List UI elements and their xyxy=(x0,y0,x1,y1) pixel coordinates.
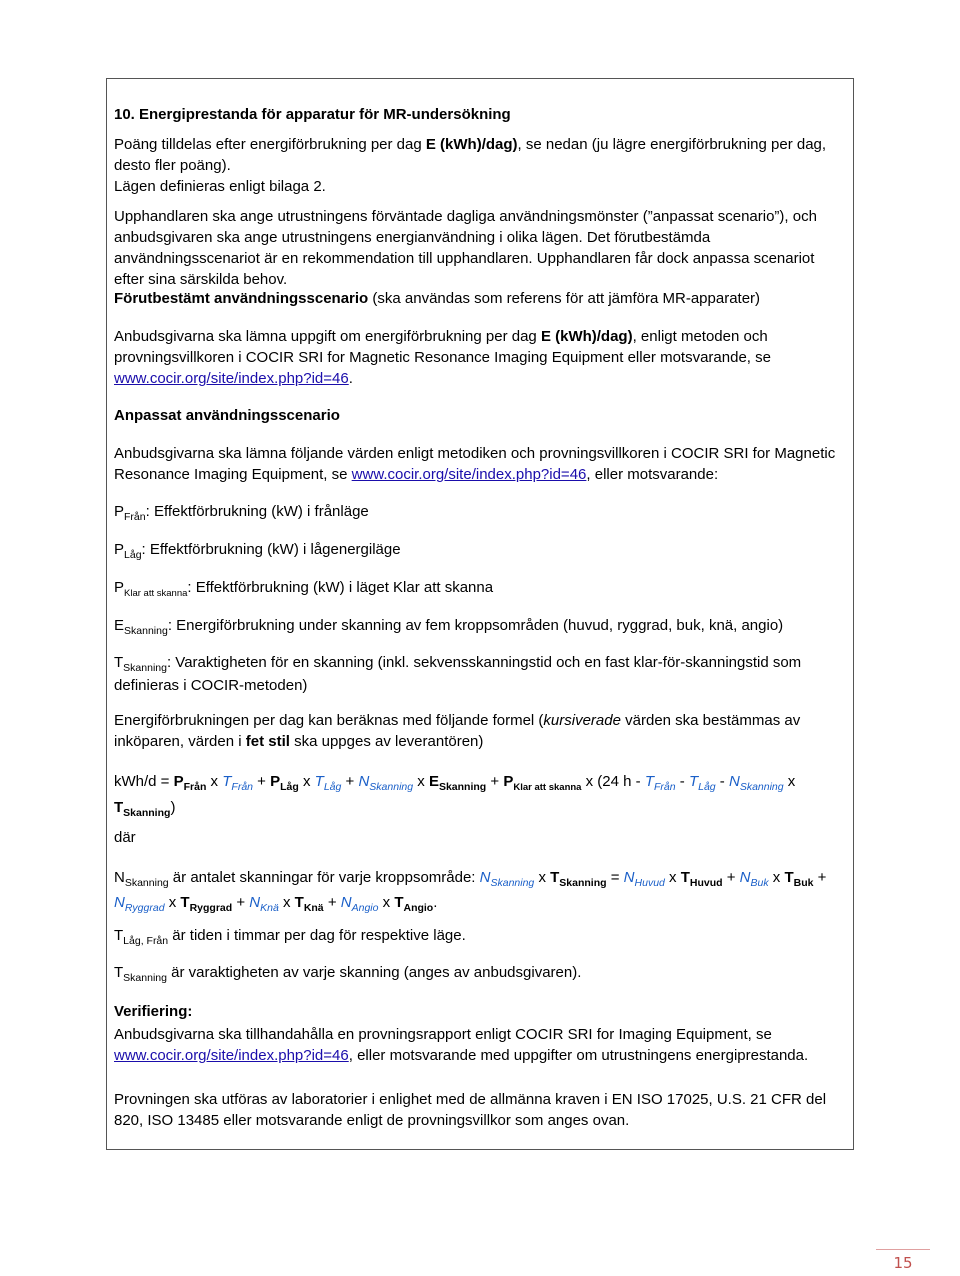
formula-intro: Energiförbrukningen per dag kan beräknas med följande formel (kursiverade värden ska bestämmas av inköparen, värden i fet stil ska uppges av leverantören) xyxy=(114,712,801,750)
def-e-scan: $E_{Skanning}$: Energiförbrukning under skanning av fem kroppsområden (huvud, ryggrad, buk, knä, angio) xyxy=(114,617,784,637)
verification-title: Verifiering: xyxy=(114,1003,193,1020)
cocir-link[interactable]: www.cocir.org/site/index.php?id=46 xyxy=(114,1047,349,1064)
def-t-scan: $T_{Skanning}$: Varaktigheten för en skanning (inkl. sekvensskanningstid och en fast klar-för-skanningstid som definieras i COCIR-metoden) xyxy=(114,654,802,694)
n-scan-definition: $N_{Skanning}$ är antalet skanningar för varje kroppsområde: $N_{Skanning}$ x $T_{Skanning} = N_{Huvud}$ x $T_{Huvud} + N_{Buk}$ x $T_{Buk} + N_{Ryggrad}$ x $T_{Ryggrad} + N_{Knä}$ x $T_{Knä} + N_{Angio}$ x $T_{Angio}$. xyxy=(114,869,827,914)
def-p-low: $P_{Låg}$: Effektförbrukning (kW) i lågenergiläge xyxy=(114,541,401,561)
predefined-scenario-text: Anbudsgivarna ska lämna uppgift om energiförbrukning per dag E (kWh)/dag), enligt metoden och provningsvillkoren i COCIR SRI for Magnetic Resonance Imaging Equipment eller motsvarande, se www.cocir.org/site/index.php?id=46. xyxy=(114,328,771,387)
cocir-link[interactable]: www.cocir.org/site/index.php?id=46 xyxy=(351,466,587,483)
points-intro: Poäng tilldelas efter energiförbrukning per dag E (kWh)/dag), se nedan (ju lägre energiförbrukning per dag, desto fler poäng). xyxy=(114,136,827,174)
custom-scenario-text: Anbudsgivarna ska lämna följande värden enligt metodiken och provningsvillkoren i COCIR SRI for Magnetic Resonance Imaging Equipment, se www.cocir.org/site/index.php?id=46, eller motsvarande: xyxy=(114,445,836,483)
cocir-link[interactable]: www.cocir.org/site/index.php?id=46 xyxy=(114,370,349,387)
custom-scenario-title: Anpassat användningsscenario xyxy=(114,407,340,424)
energy-formula: $kWh/d = P_{Från}$ x $T_{Från} + P_{Låg}$ x $T_{Låg} + N_{Skanning}$ x $E_{Skanning} + P_{Klar att skanna}$ x (24 h - $T_{Från} - T_{Låg} - N_{Skanning}$ x $T_{Skanning}$) xyxy=(114,773,796,819)
predefined-scenario-title: Förutbestämt användningsscenario (ska användas som referens för att jämföra MR-apparater) xyxy=(114,290,761,307)
def-p-off: $P_{Från}$: Effektförbrukning (kW) i frånläge xyxy=(114,503,369,523)
page-number: 15 xyxy=(893,1254,913,1272)
laboratory-requirements: Provningen ska utföras av laboratorier i enlighet med de allmänna kraven i EN ISO 17025, U.S. 21 CFR del 820, ISO 13485 eller motsvarande enligt de provningsvillkor som anges ovan. xyxy=(114,1091,827,1129)
t-scan-duration: $T_{Skanning}$ är varaktigheten av varje skanning (anges av anbudsgivaren). xyxy=(114,964,582,984)
where-label: där xyxy=(114,829,136,846)
def-p-ready: $P_{Klar att skanna}$: Effektförbrukning (kW) i läget Klar att skanna xyxy=(114,579,494,599)
t-low-definition: $T_{Låg, Från}$ är tiden i timmar per dag för respektive läge. xyxy=(114,927,466,947)
section-heading: 10. Energiprestanda för apparatur för MR-undersökning xyxy=(114,106,511,123)
states-definition: Lägen definieras enligt bilaga 2. xyxy=(114,178,326,195)
verification-text: Anbudsgivarna ska tillhandahålla en provningsrapport enligt COCIR SRI for Imaging Equipment, se www.cocir.org/site/index.php?id=46, eller motsvarande med uppgifter om utrustningens energiprestanda. xyxy=(114,1026,809,1064)
supplier-instructions: Upphandlaren ska ange utrustningens förväntade dagliga användningsmönster (”anpassat scenario”), och anbudsgivaren ska ange utrustningens energianvändning i olika lägen. Det förutbestämda användningsscenariot är en rekommendation till upphandlaren. Upphandlaren får dock anpassa scenariot efter sina särskilda behov. xyxy=(114,208,817,288)
page-number-rule xyxy=(876,1249,930,1250)
